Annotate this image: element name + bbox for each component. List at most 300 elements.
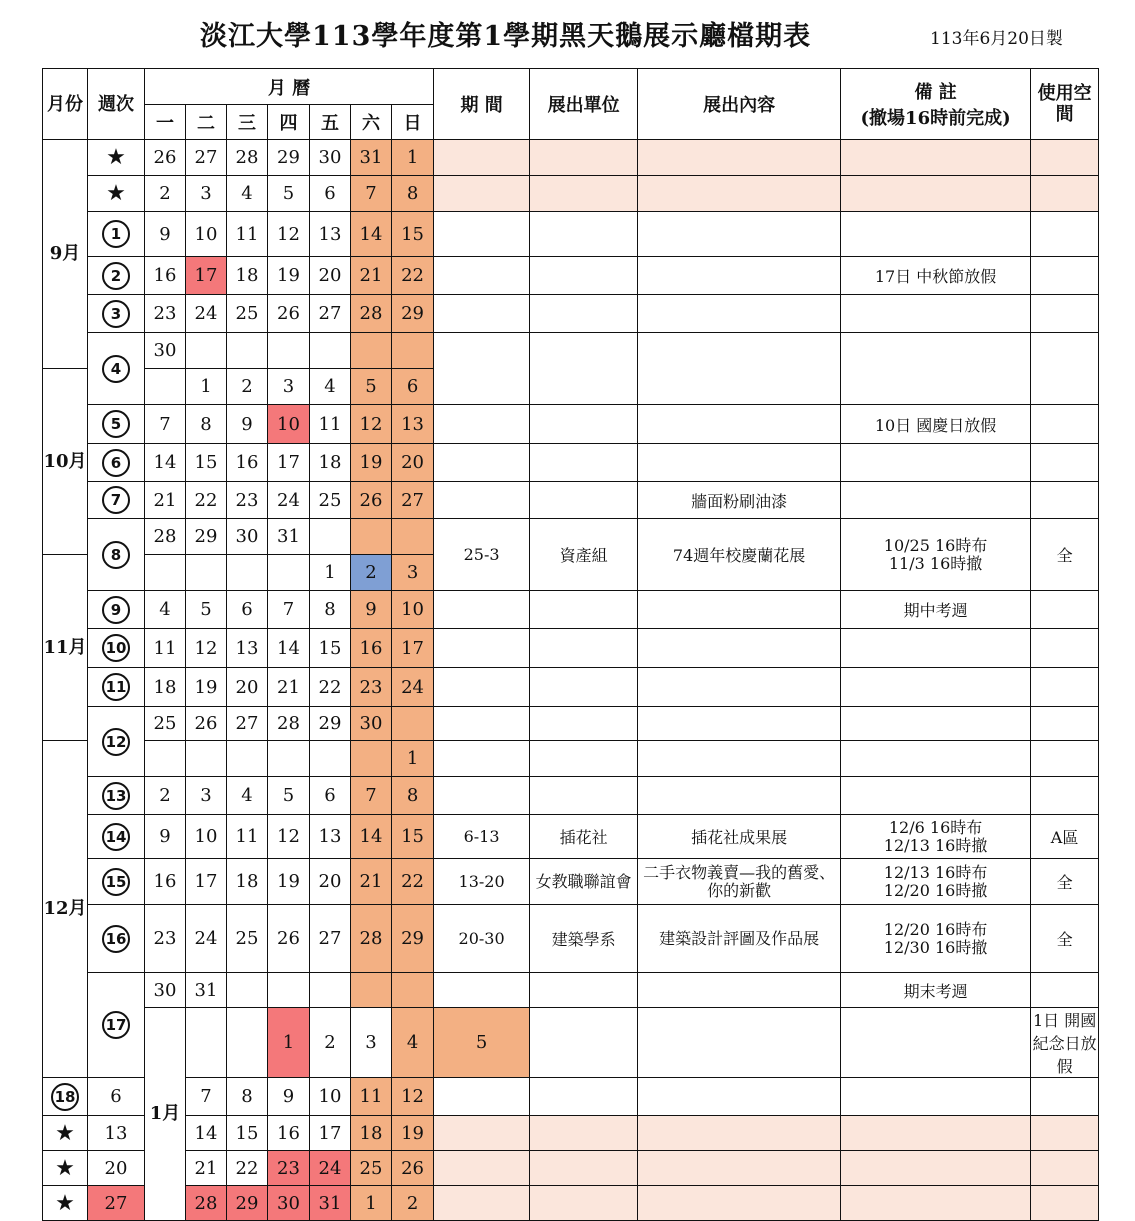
day-cell: 2 <box>145 176 186 212</box>
remark-cell <box>841 741 1031 777</box>
day-cell <box>227 555 268 591</box>
day-cell: 5 <box>268 777 310 815</box>
remark-cell <box>841 668 1031 707</box>
day-cell <box>351 333 392 369</box>
day-cell: 20 <box>392 444 434 482</box>
content-cell: 建築設計評圖及作品展 <box>638 905 841 973</box>
day-cell: 18 <box>227 859 268 905</box>
day-cell: 7 <box>186 1078 227 1116</box>
space-cell <box>1031 1116 1099 1151</box>
day-cell: 10 <box>310 1078 351 1116</box>
content-cell <box>638 707 841 741</box>
week-badge: 13 <box>102 782 130 810</box>
space-cell <box>1031 1186 1099 1221</box>
table-row <box>43 815 1099 859</box>
day-cell: 27 <box>186 140 227 176</box>
period-cell <box>434 707 530 741</box>
day-cell: 13 <box>310 212 351 257</box>
space-cell <box>1031 707 1099 741</box>
day-cell: 22 <box>310 668 351 707</box>
day-cell: 12 <box>268 212 310 257</box>
month-dec: 12月 <box>43 741 88 1078</box>
day-cell <box>145 369 186 405</box>
day-cell: 27 <box>310 905 351 973</box>
day-cell: 19 <box>392 1116 434 1151</box>
day-header: 四 <box>268 105 310 140</box>
day-cell: 12 <box>268 815 310 859</box>
day-cell: 3 <box>351 1008 392 1078</box>
unit-cell <box>530 257 638 295</box>
unit-cell <box>530 1151 638 1186</box>
day-cell <box>310 519 351 555</box>
day-cell <box>227 973 268 1008</box>
content-cell: 二手衣物義賣—我的舊愛、你的新歡 <box>638 859 841 905</box>
day-cell: 14 <box>268 629 310 668</box>
period-cell: 25-3 <box>434 519 530 591</box>
week-star: ★ <box>43 1151 88 1186</box>
period-cell <box>434 668 530 707</box>
table-row <box>43 777 1099 815</box>
table-row <box>43 741 1099 777</box>
content-cell <box>638 140 841 176</box>
day-cell: 28 <box>351 905 392 973</box>
day-header: 六 <box>351 105 392 140</box>
day-cell: 16 <box>145 257 186 295</box>
period-cell <box>434 444 530 482</box>
day-cell: 7 <box>351 777 392 815</box>
day-cell <box>186 333 227 369</box>
day-cell: 13 <box>88 1116 145 1151</box>
space-cell: 全 <box>1031 519 1099 591</box>
period-cell <box>434 1078 530 1116</box>
week-number <box>88 815 145 859</box>
day-cell: 2 <box>310 1008 351 1078</box>
week-number <box>88 859 145 905</box>
day-cell: 18 <box>351 1116 392 1151</box>
remark-cell: 期中考週 <box>841 591 1031 629</box>
day-cell: 7 <box>351 176 392 212</box>
period-cell <box>434 140 530 176</box>
week-star: ★ <box>88 140 145 176</box>
period-cell <box>434 1116 530 1151</box>
day-cell: 25 <box>310 482 351 519</box>
made-date: 113年6月20日製 <box>930 29 1063 49</box>
day-cell: 15 <box>186 444 227 482</box>
unit-cell <box>530 444 638 482</box>
day-cell: 13 <box>310 815 351 859</box>
page-title: 淡江大學113學年度第1學期黑天鵝展示廳檔期表 <box>200 21 812 52</box>
day-cell: 1 <box>310 555 351 591</box>
remark-cell <box>841 1151 1031 1186</box>
day-cell: 16 <box>351 629 392 668</box>
remark-cell: 期末考週 <box>841 973 1031 1008</box>
day-cell <box>310 333 351 369</box>
content-cell <box>638 295 841 333</box>
day-cell: 3 <box>392 555 434 591</box>
unit-cell <box>530 212 638 257</box>
day-cell: 24 <box>268 482 310 519</box>
day-cell: 17 <box>268 444 310 482</box>
day-cell: 7 <box>145 405 186 444</box>
table-row <box>43 591 1099 629</box>
table-row <box>43 212 1099 257</box>
period-cell <box>434 176 530 212</box>
remark-line: 12/13 16時撤 <box>883 835 988 855</box>
day-cell <box>351 741 392 777</box>
day-cell: 30 <box>227 519 268 555</box>
day-cell: 27 <box>310 295 351 333</box>
day-cell: 11 <box>227 212 268 257</box>
week-badge: 1 <box>102 220 130 248</box>
week-badge: 2 <box>102 262 130 290</box>
day-cell: 28 <box>268 707 310 741</box>
day-cell: 12 <box>392 1078 434 1116</box>
day-cell: 12 <box>186 629 227 668</box>
space-cell <box>1031 257 1099 295</box>
day-cell <box>227 1008 268 1078</box>
week-number <box>88 591 145 629</box>
content-cell <box>638 1186 841 1221</box>
space-cell <box>1031 591 1099 629</box>
unit-cell <box>530 1078 638 1116</box>
day-cell: 11 <box>351 1078 392 1116</box>
day-cell: 10 <box>392 591 434 629</box>
day-cell: 8 <box>310 591 351 629</box>
day-cell: 18 <box>145 668 186 707</box>
table-row <box>43 519 1099 555</box>
content-cell <box>638 405 841 444</box>
day-cell: 8 <box>392 176 434 212</box>
unit-cell <box>530 405 638 444</box>
period-cell <box>434 777 530 815</box>
day-cell: 30 <box>351 707 392 741</box>
day-cell: 19 <box>351 444 392 482</box>
remark-line: 12/30 16時撤 <box>883 937 988 957</box>
remark-cell <box>841 777 1031 815</box>
day-cell: 10 <box>268 405 310 444</box>
day-cell: 26 <box>268 905 310 973</box>
day-cell: 29 <box>310 707 351 741</box>
week-number <box>43 1078 88 1116</box>
day-cell <box>268 973 310 1008</box>
day-cell: 23 <box>268 1151 310 1186</box>
week-number <box>88 295 145 333</box>
content-cell <box>638 591 841 629</box>
day-cell: 10 <box>186 815 227 859</box>
space-cell <box>1031 405 1099 444</box>
day-cell <box>392 973 434 1008</box>
day-cell: 4 <box>227 176 268 212</box>
content-cell: 插花社成果展 <box>638 815 841 859</box>
day-cell: 2 <box>351 555 392 591</box>
day-cell: 18 <box>310 444 351 482</box>
week-badge: 9 <box>102 596 130 624</box>
space-cell <box>1031 333 1099 405</box>
period-cell: 13-20 <box>434 859 530 905</box>
week-badge: 18 <box>51 1083 79 1111</box>
day-header: 一 <box>145 105 186 140</box>
remark-cell: 10日 國慶日放假 <box>841 405 1031 444</box>
space-cell <box>1031 176 1099 212</box>
space-cell <box>1031 295 1099 333</box>
content-cell: 牆面粉刷油漆 <box>638 482 841 519</box>
content-cell <box>638 777 841 815</box>
period-cell <box>434 973 530 1008</box>
week-badge: 4 <box>102 355 130 383</box>
schedule-table <box>42 68 1099 1221</box>
content-cell <box>638 973 841 1008</box>
unit-cell <box>530 629 638 668</box>
week-number <box>88 212 145 257</box>
week-badge: 3 <box>102 300 130 328</box>
space-cell <box>1031 212 1099 257</box>
day-cell: 24 <box>310 1151 351 1186</box>
day-cell: 21 <box>351 859 392 905</box>
day-cell: 30 <box>145 333 186 369</box>
remark-line: 12/13 16時布 <box>883 862 988 882</box>
unit-cell <box>530 140 638 176</box>
day-cell <box>145 741 186 777</box>
day-cell: 19 <box>186 668 227 707</box>
day-cell: 31 <box>351 140 392 176</box>
day-cell: 1 <box>268 1008 310 1078</box>
day-cell: 28 <box>186 1186 227 1221</box>
day-cell: 29 <box>186 519 227 555</box>
period-cell <box>434 482 530 519</box>
day-cell: 31 <box>268 519 310 555</box>
day-cell: 25 <box>145 707 186 741</box>
table-row <box>43 629 1099 668</box>
day-header: 三 <box>227 105 268 140</box>
header-space: 使用空間 <box>1031 69 1099 140</box>
day-cell: 5 <box>434 1008 530 1078</box>
day-cell <box>186 741 227 777</box>
day-cell: 28 <box>227 140 268 176</box>
content-cell <box>638 1078 841 1116</box>
day-cell: 19 <box>268 257 310 295</box>
table-row <box>43 482 1099 519</box>
remark-cell <box>841 629 1031 668</box>
day-cell: 10 <box>186 212 227 257</box>
content-cell <box>638 1116 841 1151</box>
period-cell <box>434 212 530 257</box>
day-cell: 26 <box>392 1151 434 1186</box>
table-row <box>43 1116 1099 1151</box>
week-badge: 5 <box>102 410 130 438</box>
day-cell: 1 <box>392 140 434 176</box>
day-header: 日 <box>392 105 434 140</box>
unit-cell <box>530 668 638 707</box>
unit-cell <box>530 176 638 212</box>
day-cell: 4 <box>310 369 351 405</box>
day-cell: 20 <box>227 668 268 707</box>
remark-cell: 17日 中秋節放假 <box>841 257 1031 295</box>
day-cell <box>186 555 227 591</box>
space-cell <box>1031 777 1099 815</box>
table-row <box>43 176 1099 212</box>
day-cell: 6 <box>88 1078 145 1116</box>
day-cell: 29 <box>392 905 434 973</box>
week-number <box>88 905 145 973</box>
table-row <box>43 1186 1099 1221</box>
day-cell: 26 <box>145 140 186 176</box>
header-week: 週次 <box>88 69 145 140</box>
remark-cell <box>841 212 1031 257</box>
remark-cell <box>841 1116 1031 1151</box>
day-cell: 5 <box>268 176 310 212</box>
day-cell: 23 <box>145 905 186 973</box>
day-cell: 14 <box>186 1116 227 1151</box>
table-row <box>43 859 1099 905</box>
unit-cell <box>530 1186 638 1221</box>
remark-cell <box>841 905 1031 973</box>
day-cell: 6 <box>392 369 434 405</box>
day-cell: 16 <box>227 444 268 482</box>
remark-cell <box>841 295 1031 333</box>
unit-cell <box>530 707 638 741</box>
day-cell <box>351 973 392 1008</box>
day-cell: 28 <box>351 295 392 333</box>
remark-cell <box>841 1078 1031 1116</box>
week-number <box>88 707 145 777</box>
day-cell: 8 <box>227 1078 268 1116</box>
header-remark <box>841 69 1031 140</box>
unit-cell <box>530 741 638 777</box>
content-cell <box>638 629 841 668</box>
day-cell: 20 <box>310 859 351 905</box>
week-badge: 12 <box>102 728 130 756</box>
content-cell <box>638 668 841 707</box>
day-cell: 4 <box>227 777 268 815</box>
day-cell <box>145 555 186 591</box>
period-cell: 6-13 <box>434 815 530 859</box>
week-star: ★ <box>88 176 145 212</box>
period-cell <box>530 1008 638 1078</box>
day-cell: 2 <box>145 777 186 815</box>
day-cell <box>310 741 351 777</box>
header-unit: 展出單位 <box>530 69 638 140</box>
day-cell: 8 <box>392 777 434 815</box>
day-cell: 23 <box>351 668 392 707</box>
period-cell <box>434 1151 530 1186</box>
day-cell: 17 <box>392 629 434 668</box>
content-cell <box>841 1008 1031 1078</box>
week-number <box>88 444 145 482</box>
period-cell <box>434 741 530 777</box>
day-cell: 30 <box>268 1186 310 1221</box>
day-cell <box>268 741 310 777</box>
day-cell: 17 <box>186 859 227 905</box>
header-period: 期 間 <box>434 69 530 140</box>
period-cell <box>434 1186 530 1221</box>
content-cell <box>638 333 841 405</box>
day-cell: 16 <box>145 859 186 905</box>
day-cell: 11 <box>227 815 268 859</box>
table-row <box>43 1008 1099 1078</box>
table-row <box>43 257 1099 295</box>
day-cell: 14 <box>145 444 186 482</box>
day-cell: 15 <box>392 212 434 257</box>
content-cell: 74週年校慶蘭花展 <box>638 519 841 591</box>
day-cell: 15 <box>310 629 351 668</box>
unit-cell <box>530 1116 638 1151</box>
day-cell: 15 <box>227 1116 268 1151</box>
month-nov: 11月 <box>43 555 88 741</box>
week-badge: 16 <box>102 925 130 953</box>
day-header: 二 <box>186 105 227 140</box>
week-badge: 6 <box>102 449 130 477</box>
table-row <box>43 444 1099 482</box>
remark-cell <box>841 176 1031 212</box>
table-row <box>43 905 1099 973</box>
day-cell: 29 <box>392 295 434 333</box>
content-cell <box>638 257 841 295</box>
day-cell: 2 <box>392 1186 434 1221</box>
day-cell: 22 <box>186 482 227 519</box>
remark-cell <box>841 482 1031 519</box>
day-cell: 9 <box>227 405 268 444</box>
week-badge: 8 <box>102 541 130 569</box>
day-cell: 27 <box>227 707 268 741</box>
week-badge: 17 <box>102 1011 130 1039</box>
day-cell: 24 <box>186 905 227 973</box>
day-cell <box>227 741 268 777</box>
space-cell: 全 <box>1031 905 1099 973</box>
week-number <box>88 629 145 668</box>
unit-cell <box>530 777 638 815</box>
content-cell <box>638 741 841 777</box>
week-badge: 11 <box>102 673 130 701</box>
day-cell: 30 <box>310 140 351 176</box>
day-cell: 3 <box>186 176 227 212</box>
space-cell: 全 <box>1031 859 1099 905</box>
table-row <box>43 295 1099 333</box>
period-cell <box>434 295 530 333</box>
day-cell: 22 <box>227 1151 268 1186</box>
space-cell <box>1031 629 1099 668</box>
remark-cell <box>841 1186 1031 1221</box>
day-cell: 24 <box>392 668 434 707</box>
day-cell: 31 <box>186 973 227 1008</box>
day-cell <box>392 333 434 369</box>
day-cell: 27 <box>392 482 434 519</box>
table-row <box>43 973 1099 1008</box>
day-cell: 20 <box>310 257 351 295</box>
day-cell: 15 <box>392 815 434 859</box>
day-cell: 16 <box>268 1116 310 1151</box>
month-jan: 1月 <box>145 1008 186 1221</box>
day-cell: 21 <box>351 257 392 295</box>
day-cell: 4 <box>145 591 186 629</box>
day-cell: 18 <box>227 257 268 295</box>
day-cell: 25 <box>351 1151 392 1186</box>
week-number <box>88 482 145 519</box>
unit-cell <box>530 333 638 405</box>
week-number <box>88 777 145 815</box>
day-cell: 9 <box>351 591 392 629</box>
day-cell: 21 <box>145 482 186 519</box>
unit-cell <box>638 1008 841 1078</box>
day-cell: 3 <box>186 777 227 815</box>
unit-cell <box>530 591 638 629</box>
day-cell: 2 <box>227 369 268 405</box>
table-row <box>43 1078 1099 1116</box>
remark-cell <box>841 444 1031 482</box>
header-calendar: 月 曆 <box>145 69 434 105</box>
month-oct: 10月 <box>43 369 88 555</box>
period-cell <box>434 591 530 629</box>
day-cell: 1 <box>392 741 434 777</box>
